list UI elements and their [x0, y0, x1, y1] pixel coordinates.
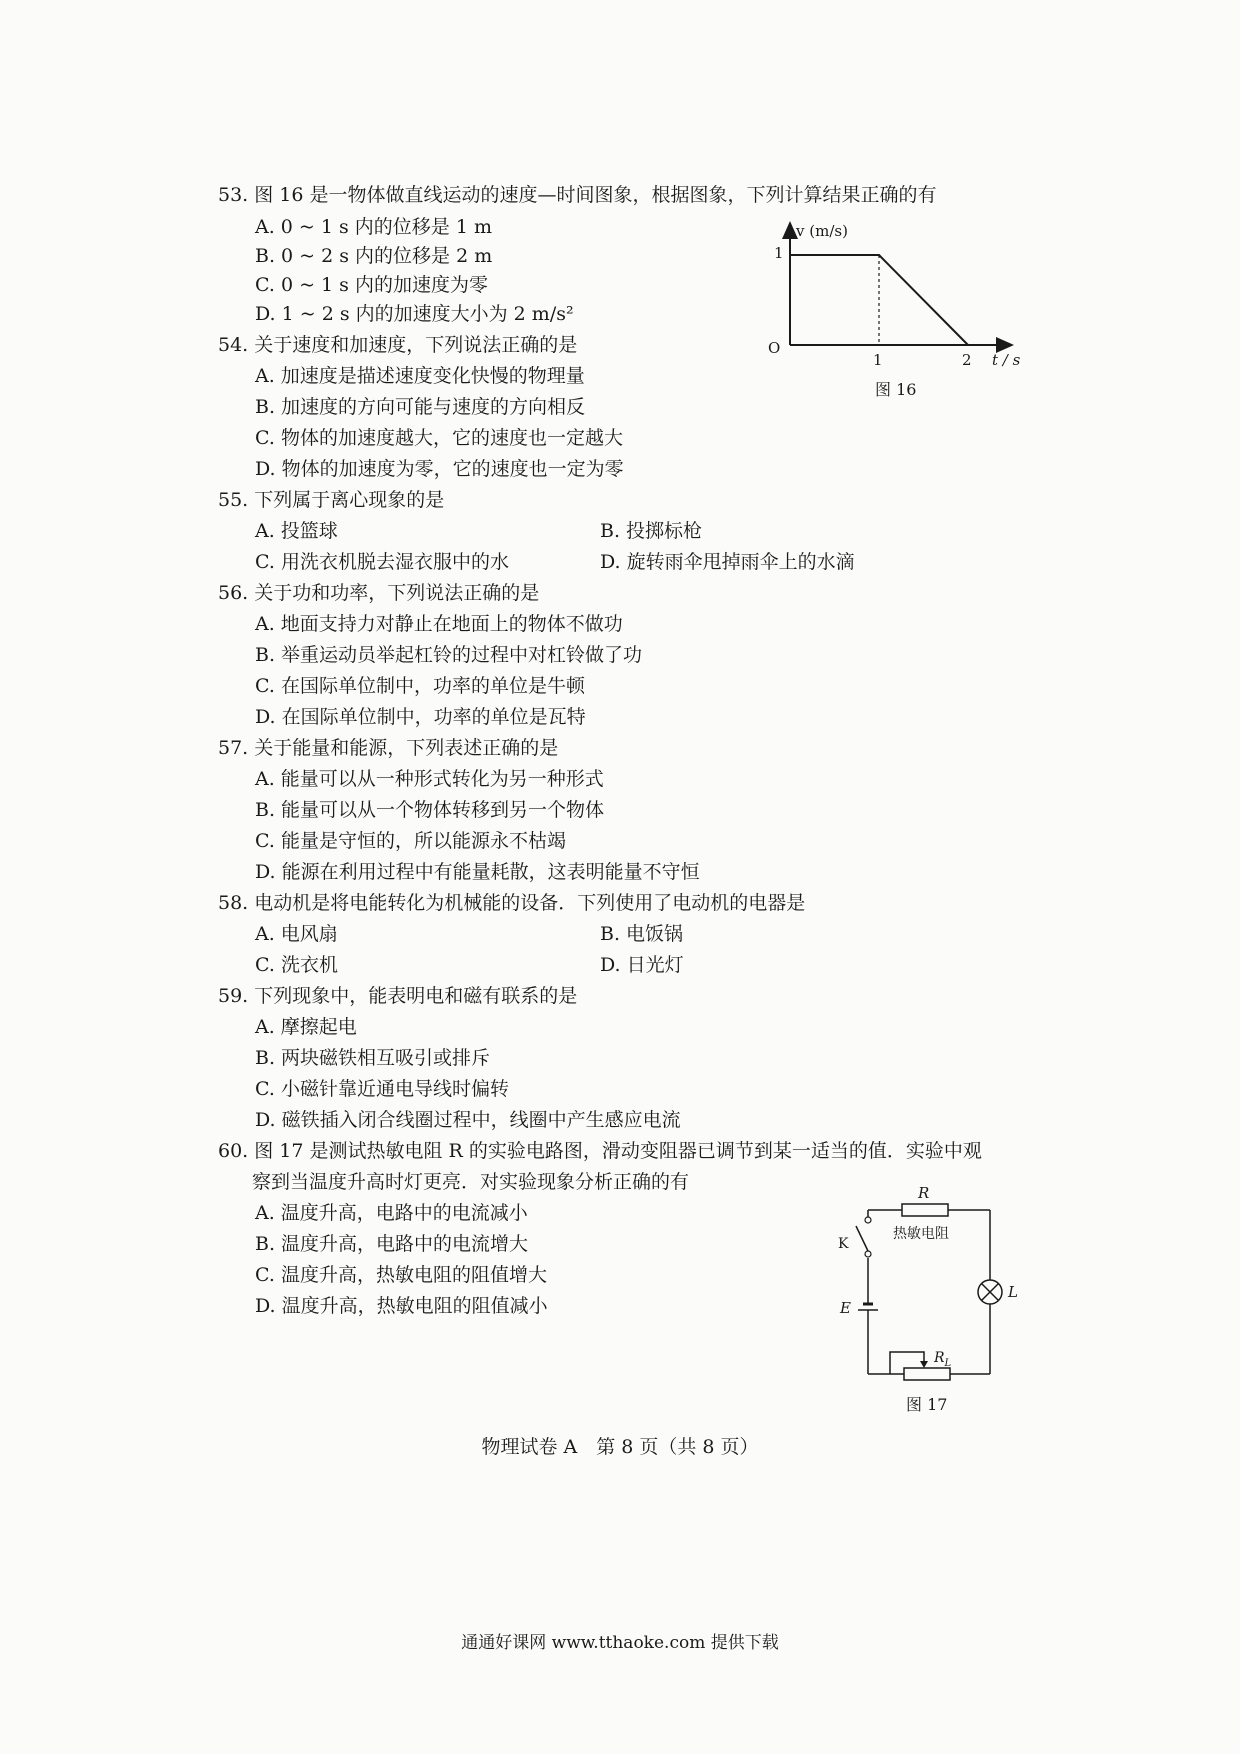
- q55-option-b[interactable]: B. 投掷标枪: [600, 520, 703, 542]
- y-tick-label: 1: [774, 244, 784, 262]
- lamp-label: L: [1008, 1283, 1018, 1301]
- battery-icon: [858, 1304, 878, 1310]
- q60-stem-continued: 察到当温度升高时灯更亮．对实验现象分析正确的有: [252, 1171, 690, 1193]
- figure-16-caption: 图 16: [875, 380, 917, 399]
- figure-17-circuit-diagram: [830, 1178, 1030, 1418]
- origin-label: O: [768, 339, 781, 357]
- q57-option-d[interactable]: D. 能源在利用过程中有能量耗散，这表明能量不守恒: [255, 861, 700, 883]
- q60-option-b[interactable]: B. 温度升高，电路中的电流增大: [255, 1233, 529, 1255]
- q60-stem: 60. 图 17 是测试热敏电阻 R 的实验电路图，滑动变阻器已调节到某一适当的值．实验中观: [218, 1140, 982, 1162]
- q58-option-d[interactable]: D. 日光灯: [600, 954, 684, 976]
- thermistor-label: 热敏电阻: [893, 1226, 949, 1242]
- q53-option-a[interactable]: A. 0 ~ 1 s 内的位移是 1 m: [255, 216, 492, 238]
- page-footer: 物理试卷 A 第 8 页（共 8 页）: [481, 1436, 759, 1458]
- switch-icon: [856, 1217, 871, 1257]
- figure-16-vt-graph: [760, 215, 1030, 405]
- lamp-icon: [978, 1280, 1002, 1304]
- q59-option-d[interactable]: D. 磁铁插入闭合线圈过程中，线圈中产生感应电流: [255, 1109, 681, 1131]
- x-tick-label-2: 2: [962, 351, 972, 369]
- source-credit: 通通好课网 www.tthaoke.com 提供下载: [461, 1633, 779, 1653]
- q53-stem: 53. 图 16 是一物体做直线运动的速度—时间图象，根据图象，下列计算结果正确的有: [218, 184, 937, 206]
- q56-option-a[interactable]: A. 地面支持力对静止在地面上的物体不做功: [255, 613, 623, 635]
- q56-option-d[interactable]: D. 在国际单位制中，功率的单位是瓦特: [255, 706, 586, 728]
- q56-stem: 56. 关于功和功率，下列说法正确的是: [218, 582, 540, 604]
- q58-stem: 58. 电动机是将电能转化为机械能的设备．下列使用了电动机的电器是: [218, 892, 806, 914]
- q54-stem: 54. 关于速度和加速度，下列说法正确的是: [218, 334, 578, 356]
- q59-stem: 59. 下列现象中，能表明电和磁有联系的是: [218, 985, 578, 1007]
- x-axis-label: t / s: [992, 351, 1021, 369]
- q59-option-c[interactable]: C. 小磁针靠近通电导线时偏转: [255, 1078, 509, 1100]
- q55-option-a[interactable]: A. 投篮球: [255, 520, 338, 542]
- q57-option-c[interactable]: C. 能量是守恒的，所以能源永不枯竭: [255, 830, 566, 852]
- q59-option-b[interactable]: B. 两块磁铁相互吸引或排斥: [255, 1047, 491, 1069]
- q54-option-c[interactable]: C. 物体的加速度越大，它的速度也一定越大: [255, 427, 623, 449]
- q55-option-c[interactable]: C. 用洗衣机脱去湿衣服中的水: [255, 551, 509, 573]
- switch-label: K: [838, 1236, 849, 1252]
- q54-option-d[interactable]: D. 物体的加速度为零，它的速度也一定为零: [255, 458, 624, 480]
- q56-option-b[interactable]: B. 举重运动员举起杠铃的过程中对杠铃做了功: [255, 644, 643, 666]
- q59-option-a[interactable]: A. 摩擦起电: [255, 1016, 357, 1038]
- q53-option-b[interactable]: B. 0 ~ 2 s 内的位移是 2 m: [255, 245, 493, 267]
- q57-stem: 57. 关于能量和能源，下列表述正确的是: [218, 737, 559, 759]
- q53-option-d[interactable]: D. 1 ~ 2 s 内的加速度大小为 2 m/s²: [255, 303, 574, 325]
- q57-option-a[interactable]: A. 能量可以从一种形式转化为另一种形式: [255, 768, 604, 790]
- q54-option-b[interactable]: B. 加速度的方向可能与速度的方向相反: [255, 396, 586, 418]
- rheostat-label: $R_L$: [934, 1350, 952, 1369]
- q53-option-c[interactable]: C. 0 ~ 1 s 内的加速度为零: [255, 274, 488, 296]
- q55-option-d[interactable]: D. 旋转雨伞甩掉雨伞上的水滴: [600, 551, 855, 573]
- q58-option-a[interactable]: A. 电风扇: [255, 923, 338, 945]
- q55-stem: 55. 下列属于离心现象的是: [218, 489, 445, 511]
- resistor-label: R: [918, 1184, 930, 1202]
- rheostat: [904, 1368, 950, 1380]
- q60-option-a[interactable]: A. 温度升高，电路中的电流减小: [255, 1202, 528, 1224]
- q56-option-c[interactable]: C. 在国际单位制中，功率的单位是牛顿: [255, 675, 585, 697]
- figure-17-caption: 图 17: [906, 1395, 948, 1414]
- q54-option-a[interactable]: A. 加速度是描述速度变化快慢的物理量: [255, 365, 585, 387]
- q60-option-c[interactable]: C. 温度升高，热敏电阻的阻值增大: [255, 1264, 547, 1286]
- q57-option-b[interactable]: B. 能量可以从一个物体转移到另一个物体: [255, 799, 605, 821]
- q58-option-c[interactable]: C. 洗衣机: [255, 954, 338, 976]
- x-tick-label-1: 1: [873, 351, 883, 369]
- y-axis-label: v (m/s): [796, 222, 848, 240]
- thermistor-resistor: [902, 1204, 948, 1216]
- q60-option-d[interactable]: D. 温度升高，热敏电阻的阻值减小: [255, 1295, 548, 1317]
- q58-option-b[interactable]: B. 电饭锅: [600, 923, 684, 945]
- battery-label: E: [840, 1299, 851, 1317]
- rheostat-slider-arrow: [890, 1352, 928, 1374]
